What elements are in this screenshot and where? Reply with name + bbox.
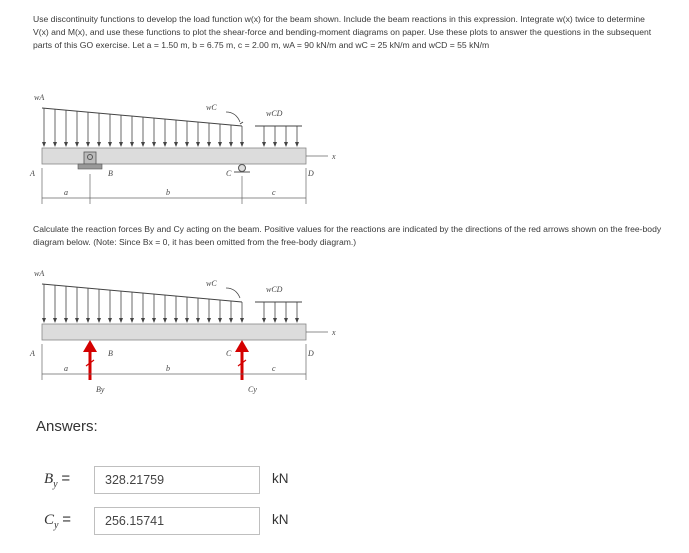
load-arrowhead bbox=[185, 318, 189, 323]
load-arrowhead bbox=[229, 142, 233, 147]
load-arrowhead bbox=[240, 142, 244, 147]
load-arrowhead bbox=[284, 142, 288, 147]
load-arrowhead bbox=[218, 318, 222, 323]
load-arrowhead bbox=[86, 318, 90, 323]
load-arrowhead bbox=[196, 142, 200, 147]
By-letter: B bbox=[44, 471, 54, 487]
load-arrowhead bbox=[53, 318, 57, 323]
load-arrowhead bbox=[119, 142, 123, 147]
load-arrowhead bbox=[130, 142, 134, 147]
fbd-label-By: By bbox=[96, 385, 105, 394]
label-D: D bbox=[308, 169, 314, 178]
answer-row-Cy bbox=[36, 507, 356, 535]
answer-row-By bbox=[36, 466, 356, 494]
load-arrowhead bbox=[86, 142, 90, 147]
load-arrowhead bbox=[75, 142, 79, 147]
Cy-unit: kN bbox=[272, 512, 289, 527]
load-arrowhead bbox=[262, 142, 266, 147]
load-arrowhead bbox=[284, 318, 288, 323]
answers-heading: Answers: bbox=[36, 418, 98, 435]
fbd-beam bbox=[42, 324, 306, 340]
beam-figure bbox=[20, 92, 360, 210]
load-arrowhead bbox=[97, 318, 101, 323]
load-arrowhead bbox=[163, 142, 167, 147]
Cy-letter: C bbox=[44, 512, 55, 528]
load-arrowhead bbox=[108, 318, 112, 323]
load-arrowhead bbox=[141, 318, 145, 323]
reaction-prompt-text: Calculate the reaction forces By and Cy acting on the beam. Positive values for the reactions are indicated by the directions of the red arrows shown on the free-body diagram below. (Note: Since Bx = 0, it has been omitted from the free-body diagram.) bbox=[33, 224, 662, 248]
load-arrowhead bbox=[240, 318, 244, 323]
Cy-label bbox=[44, 511, 71, 531]
distributed-load bbox=[42, 108, 302, 147]
By-subscript: y bbox=[53, 479, 58, 490]
fbd-dim-c: c bbox=[272, 364, 276, 373]
fbd-label-Cy: Cy bbox=[248, 385, 257, 394]
problem-intro: Use discontinuity functions to develop the load function w(x) for the beam shown. Include the beam reactions in this expression. Integrate w(x) twice to determine V(x) and M(x), and use these functions to plot the shear-force and bending-moment diagrams on paper. Use these plots to answer the questions in the subsequent parts of this GO exercise. Let a = 1.50 m, b = 6.75 m, c = 2.00 m, wA = 90 kN/m and wC = 25 kN/m and wCD = 55 kN/m bbox=[33, 14, 652, 51]
load-arrowhead bbox=[53, 142, 57, 147]
load-arrowhead bbox=[141, 142, 145, 147]
label-C: C bbox=[226, 169, 232, 178]
load-arrowhead bbox=[64, 318, 68, 323]
dim-b: b bbox=[166, 188, 170, 197]
fbd-dim-a: a bbox=[64, 364, 68, 373]
load-arrowhead bbox=[207, 318, 211, 323]
dim-c: c bbox=[272, 188, 276, 197]
load-arrowhead bbox=[152, 142, 156, 147]
Cy-subscript: y bbox=[54, 520, 59, 531]
label-B: B bbox=[108, 169, 113, 178]
fbd-label-wA: wA bbox=[34, 269, 45, 278]
load-arrowhead bbox=[174, 318, 178, 323]
load-arrowhead bbox=[185, 142, 189, 147]
dimension-lines bbox=[42, 168, 306, 204]
load-arrowhead bbox=[218, 142, 222, 147]
problem-statement bbox=[33, 13, 663, 53]
fbd-label-wC: wC bbox=[206, 279, 217, 288]
load-arrowhead bbox=[75, 318, 79, 323]
By-label bbox=[44, 470, 70, 490]
load-arrowhead bbox=[97, 142, 101, 147]
dim-a: a bbox=[64, 188, 68, 197]
fbd-dim-b: b bbox=[166, 364, 170, 373]
load-arrowhead bbox=[229, 318, 233, 323]
free-body-diagram bbox=[20, 268, 360, 408]
By-input[interactable] bbox=[94, 466, 260, 494]
Cy-equals: = bbox=[62, 511, 71, 528]
fbd-label-C: C bbox=[226, 349, 232, 358]
load-arrowhead bbox=[196, 318, 200, 323]
load-arrowhead bbox=[163, 318, 167, 323]
beam bbox=[42, 148, 306, 164]
load-arrowhead bbox=[108, 142, 112, 147]
fbd-label-A: A bbox=[30, 349, 35, 358]
load-arrowhead bbox=[295, 318, 299, 323]
load-arrowhead bbox=[152, 318, 156, 323]
distributed-load-fbd bbox=[42, 284, 302, 323]
fbd-label-wCD: wCD bbox=[266, 285, 283, 294]
load-arrowhead bbox=[174, 142, 178, 147]
label-x: x bbox=[332, 152, 336, 161]
load-arrowhead bbox=[273, 318, 277, 323]
label-wCD: wCD bbox=[266, 109, 283, 118]
label-wA: wA bbox=[34, 93, 45, 102]
load-arrowhead bbox=[130, 318, 134, 323]
fbd-label-x: x bbox=[332, 328, 336, 337]
fbd-label-B: B bbox=[108, 349, 113, 358]
support-C bbox=[234, 165, 250, 173]
load-arrowhead bbox=[64, 142, 68, 147]
load-arrowhead bbox=[273, 142, 277, 147]
fbd-dimension-lines bbox=[42, 344, 306, 380]
label-A: A bbox=[30, 169, 35, 178]
label-wC: wC bbox=[206, 103, 217, 112]
load-arrowhead bbox=[42, 142, 46, 147]
By-unit: kN bbox=[272, 471, 289, 486]
By-equals: = bbox=[61, 470, 71, 487]
reaction-prompt bbox=[33, 223, 663, 249]
load-arrowhead bbox=[42, 318, 46, 323]
load-arrowhead bbox=[262, 318, 266, 323]
fbd-label-D: D bbox=[308, 349, 314, 358]
Cy-input[interactable] bbox=[94, 507, 260, 535]
load-arrowhead bbox=[207, 142, 211, 147]
load-arrowhead bbox=[295, 142, 299, 147]
load-arrowhead bbox=[119, 318, 123, 323]
